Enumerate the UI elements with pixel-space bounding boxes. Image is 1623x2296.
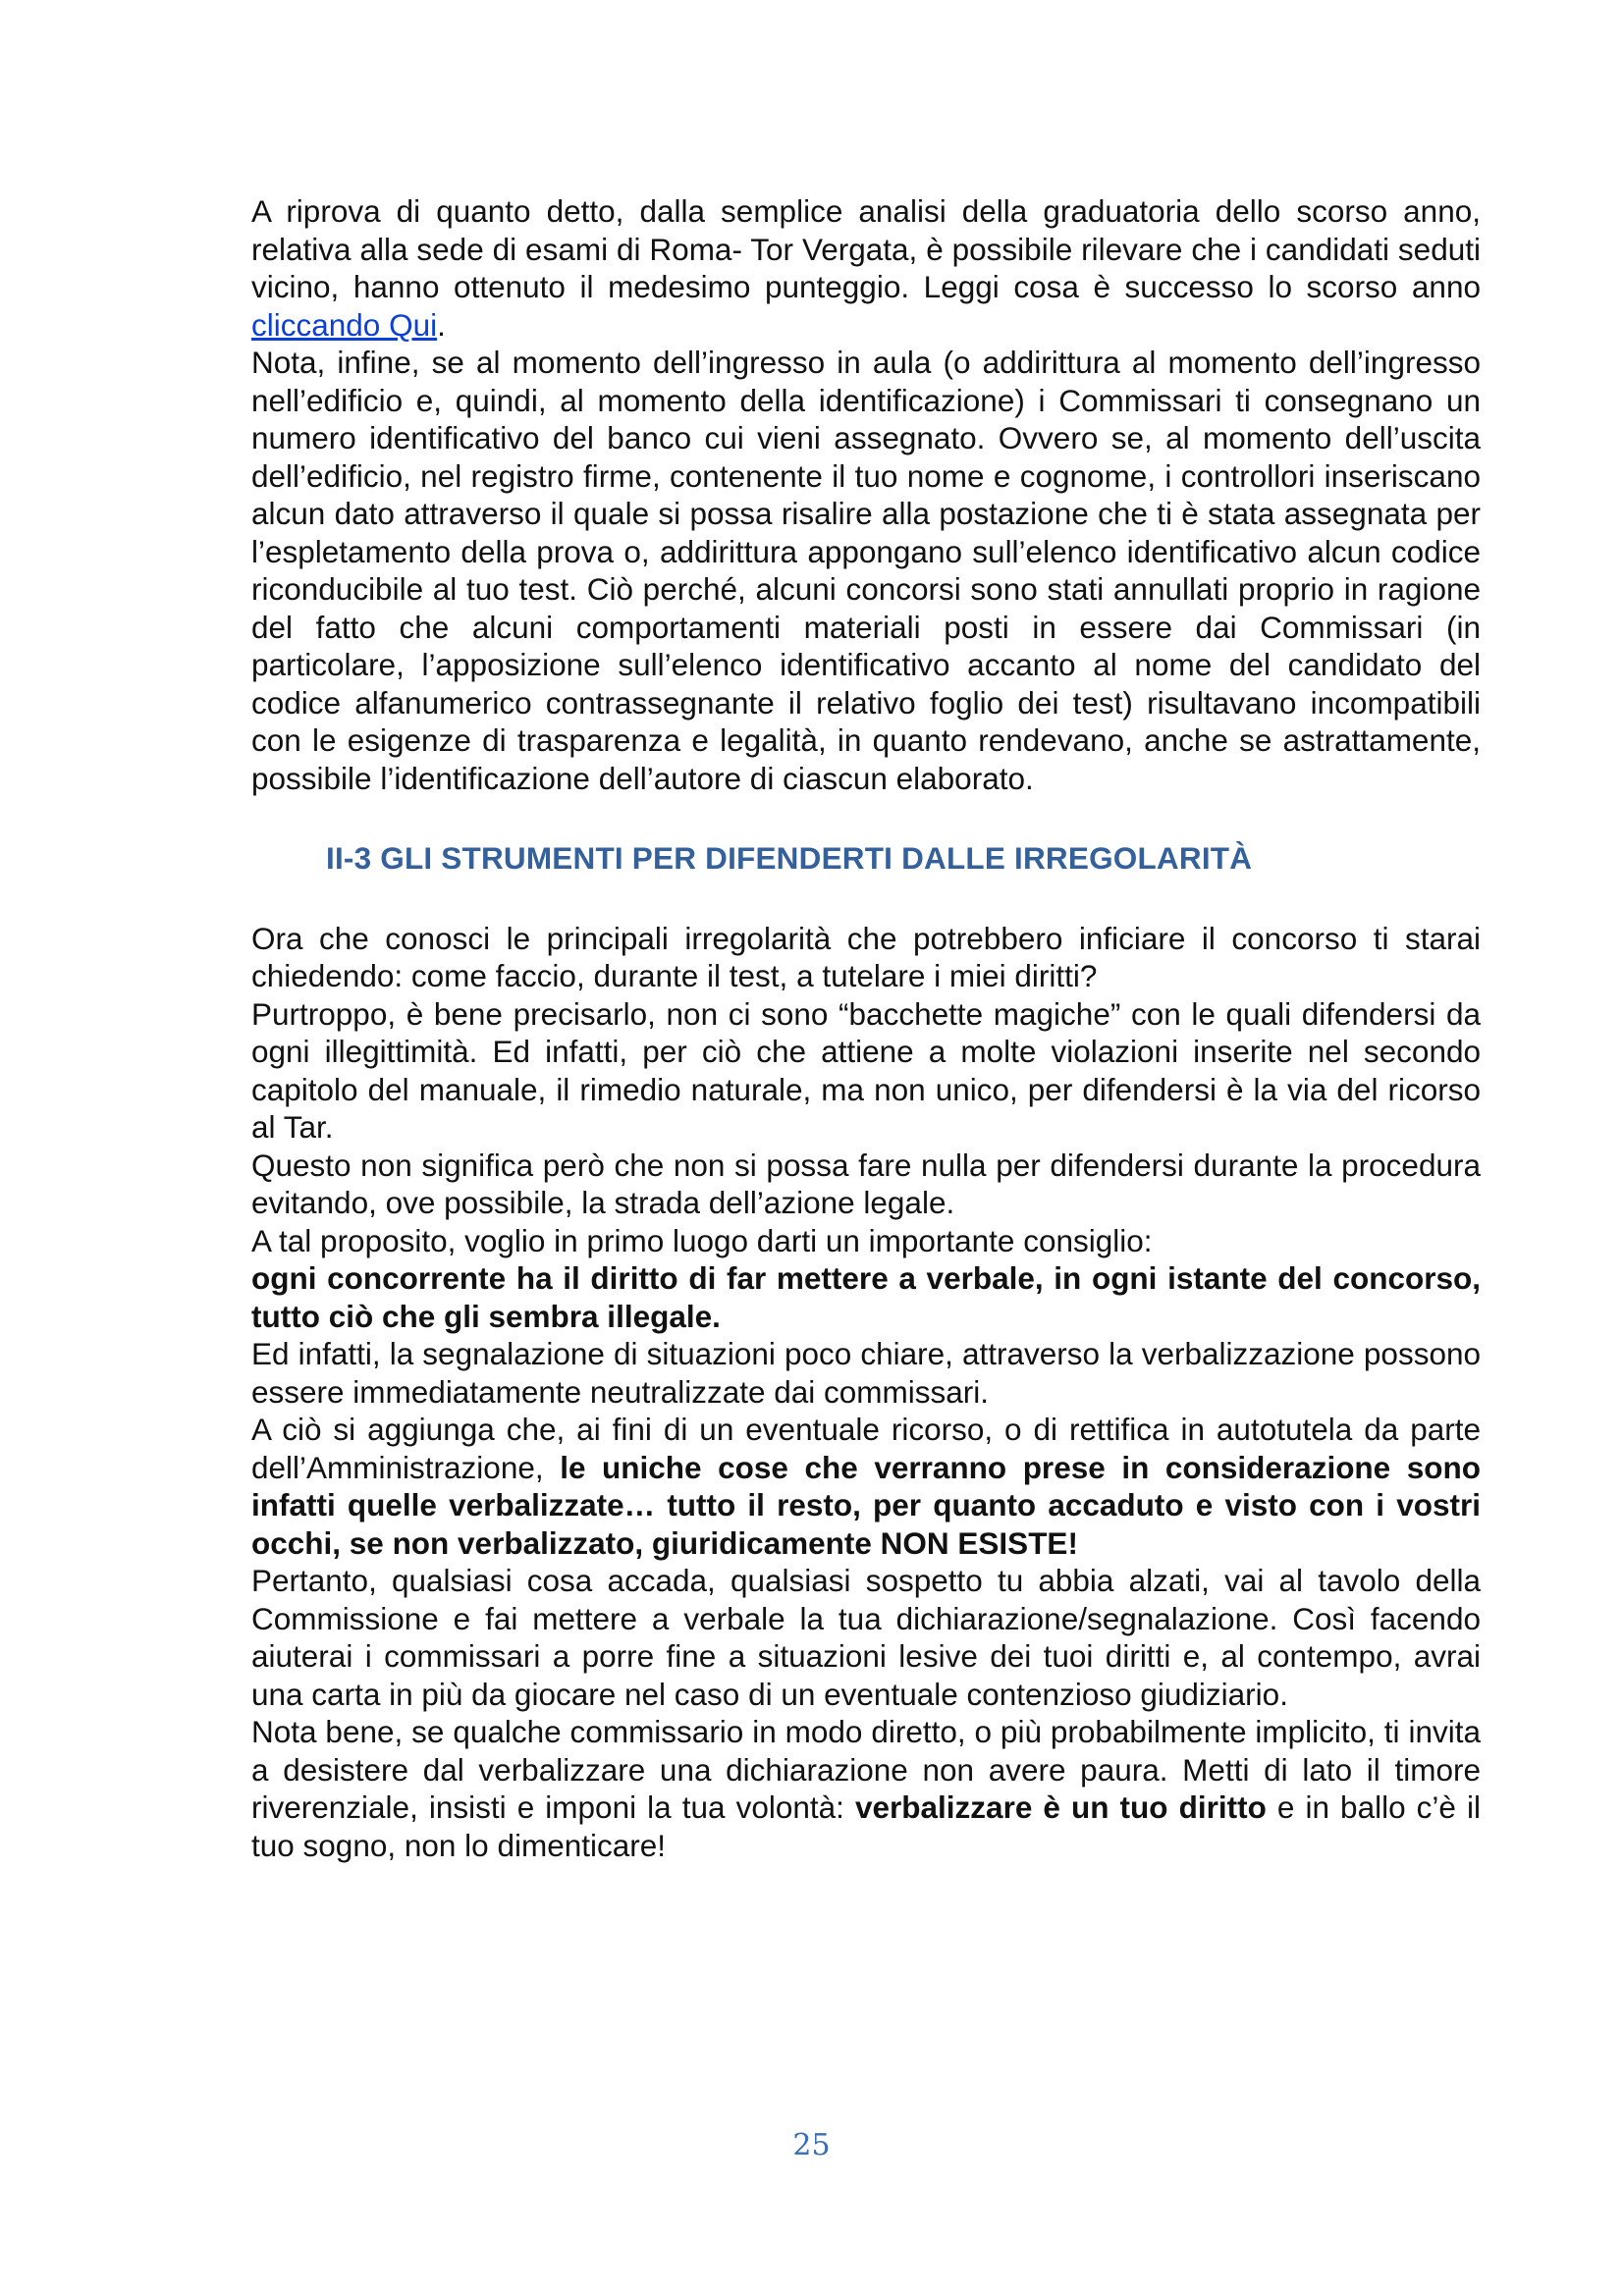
paragraph-nota-infine: Nota, infine, se al momento dell’ingresso in aula (o addirittura al momento dell’ingresso nell’edificio e, quindi, al momento della identificazione) i Commissari ti consegnano un numero identificativo del banco cui vieni assegnato. Ovvero se, al momento dell’uscita dell’edificio, nel registro firme, contenente il tuo nome e cognome, i controllori inseriscano alcun dato attraverso il quale si possa risalire alla postazione che ti è stata assegnata per l’espletamento della prova o, addirittura appongano sull’elenco identificativo alcun codice riconducibile al tuo test. Ciò perché, alcuni concorsi sono stati annullati proprio in ragione del fatto che alcuni comportamenti materiali posti in essere dai Commissari (in particolare, l’apposizione sull’elenco identificativo accanto al nome del candidato del codice alfanumerico contrassegnante il relativo foglio dei test) risultavano incompatibili con le esigenze di trasparenza e legalità, in quanto rendevano, anche se astrattamente, possibile l’identificazione dell’autore di ciascun elaborato.: [251, 345, 1481, 796]
paragraph-bold-diritto: ogni concorrente ha il diritto di far mettere a verbale, in ogni istante del concorso, tutto ciò che gli sembra illegale.: [251, 1260, 1481, 1334]
paragraph-pertanto: Pertanto, qualsiasi cosa accada, qualsiasi sospetto tu abbia alzati, vai al tavolo della Commissione e fai mettere a verbale la tua dichiarazione/segnalazione. Così facendo aiuterai i commissari a porre fine a situazioni lesive dei tuoi diritti e, al contempo, avrai una carta in più da giocare nel caso di un eventuale contenzioso giudiziario.: [251, 1563, 1481, 1712]
paragraph-a-tal-proposito: A tal proposito, voglio in primo luogo darti un importante consiglio:: [251, 1222, 1153, 1258]
paragraph-purtroppo: Purtroppo, è bene precisarlo, non ci sono “bacchette magiche” con le quali difendersi da ogni illegittimità. Ed infatti, per ciò che attiene a molte violazioni inserite nel secondo capitolo del manuale, il rimedio naturale, ma non unico, per difendersi è la via del ricorso al Tar.: [251, 995, 1481, 1145]
paragraph-nota-bene: Nota bene, se qualche commissario in modo diretto, o più probabilmente implicito, ti invita a desistere dal verbalizzare una dichiarazione non avere paura. Metti di lato il timore riverenziale, insisti e imponi la tua volontà: verbalizzare è un tuo diritto e in ballo c’è il tuo sogno, non lo dimenticare!: [251, 1714, 1482, 1863]
paragraph-ed-infatti: Ed infatti, la segnalazione di situazioni poco chiare, attraverso la verbalizzazione possono essere immediatamente neutralizzate dai commissari.: [251, 1336, 1481, 1410]
paragraph-graduatoria: A riprova di quanto detto, dalla semplice analisi della graduatoria dello scorso anno, relativa alla sede di esami di Roma- Tor Vergata, è possibile rilevare che i candidati seduti vicino, hanno ottenuto il medesimo punteggio. Leggi cosa è successo lo scorso anno cliccando Qui.: [251, 193, 1481, 343]
paragraph-questo-non-significa: Questo non significa però che non si possa fare nulla per difendersi durante la procedura evitando, ove possibile, la strada dell’azione legale.: [251, 1147, 1481, 1220]
section-heading: II-3 GLI STRUMENTI PER DIFENDERTI DALLE IRREGOLARITÀ: [326, 840, 1253, 876]
paragraph-a-cio-si-aggiunga: A ciò si aggiunga che, ai fini di un eventuale ricorso, o di rettifica in autotutela da parte dell’Amministrazione, le uniche cose che verranno prese in considerazione sono infatti quelle verbalizzate… tutto il resto, per quanto accaduto e visto con i vostri occhi, se non verbalizzato, giuridicamente NON ESISTE!: [251, 1412, 1482, 1561]
cliccando-qui-link[interactable]: cliccando Qui: [251, 306, 438, 343]
document-page: [251, 192, 1481, 1864]
page-number: 25: [792, 2128, 831, 2163]
paragraph-ora-che-conosci: Ora che conosci le principali irregolarità che potrebbero inficiare il concorso ti starai chiedendo: come faccio, durante il test, a tutelare i miei diritti?: [251, 920, 1481, 993]
